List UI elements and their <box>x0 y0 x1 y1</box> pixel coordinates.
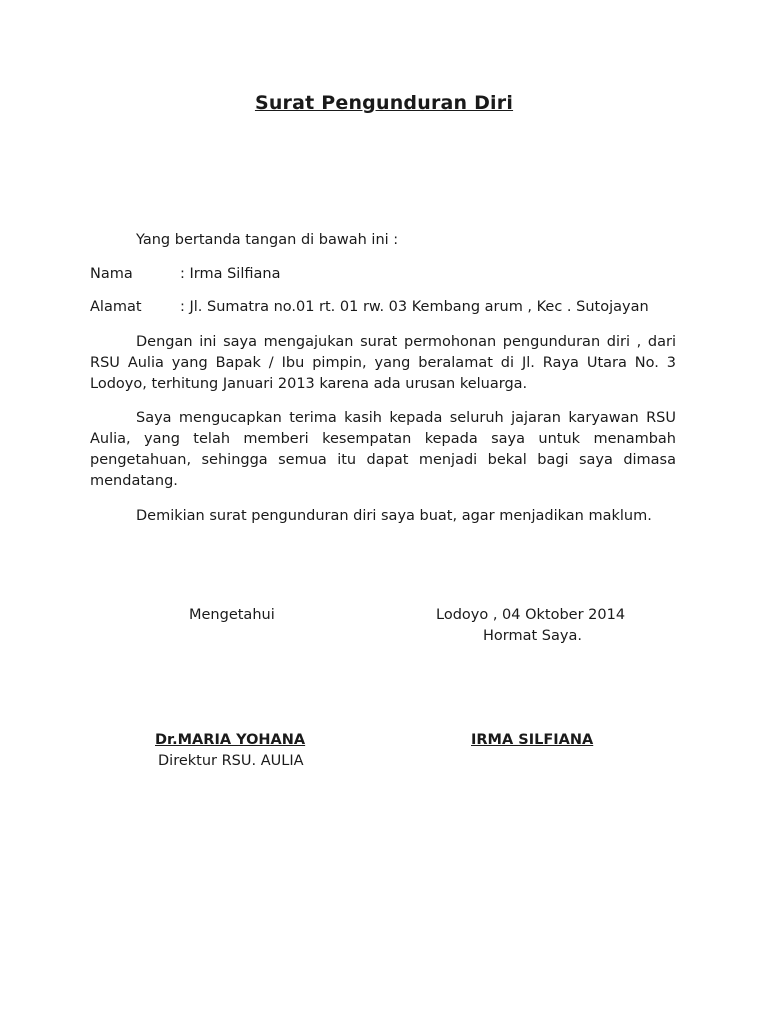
sender-signature-name: IRMA SILFIANA <box>471 732 594 748</box>
name-label: Nama <box>90 266 133 282</box>
address-field <box>90 299 649 315</box>
paragraph-thanks: Saya mengucapkan terima kasih kepada seluruh jajaran karyawan RSU Aulia, yang telah memberi kesempatan kepada saya untuk menambah pengetahuan, sehingga semua itu dapat menjadi bekal bagi saya dimasa mendatang. <box>90 410 676 489</box>
letter-title: Surat Pengunduran Diri <box>254 92 514 114</box>
closing-salutation: Hormat Saya. <box>483 628 582 644</box>
director-signature-name: Dr.MARIA YOHANA <box>155 732 306 748</box>
paragraph-resignation: Dengan ini saya mengajukan surat permohonan pengunduran diri , dari RSU Aulia yang Bapak / Ibu pimpin, yang beralamat di Jl. Raya Utara No. 3 Lodoyo, terhitung Januari 2013 karena ada urusan keluarga. <box>90 334 676 392</box>
paragraph-closing: Demikian surat pengunduran diri saya buat, agar menjadikan maklum. <box>136 508 652 524</box>
place-date: Lodoyo , 04 Oktober 2014 <box>436 607 626 623</box>
address-label: Alamat <box>90 299 142 315</box>
director-title: Direktur RSU. AULIA <box>158 753 304 769</box>
name-value: : Irma Silfiana <box>180 266 281 282</box>
intro-line: Yang bertanda tangan di bawah ini : <box>136 232 399 248</box>
address-value: : Jl. Sumatra no.01 rt. 01 rw. 03 Kembang arum , Kec . Sutojayan <box>180 299 649 315</box>
acknowledged-heading: Mengetahui <box>189 607 275 623</box>
name-field <box>90 266 280 282</box>
